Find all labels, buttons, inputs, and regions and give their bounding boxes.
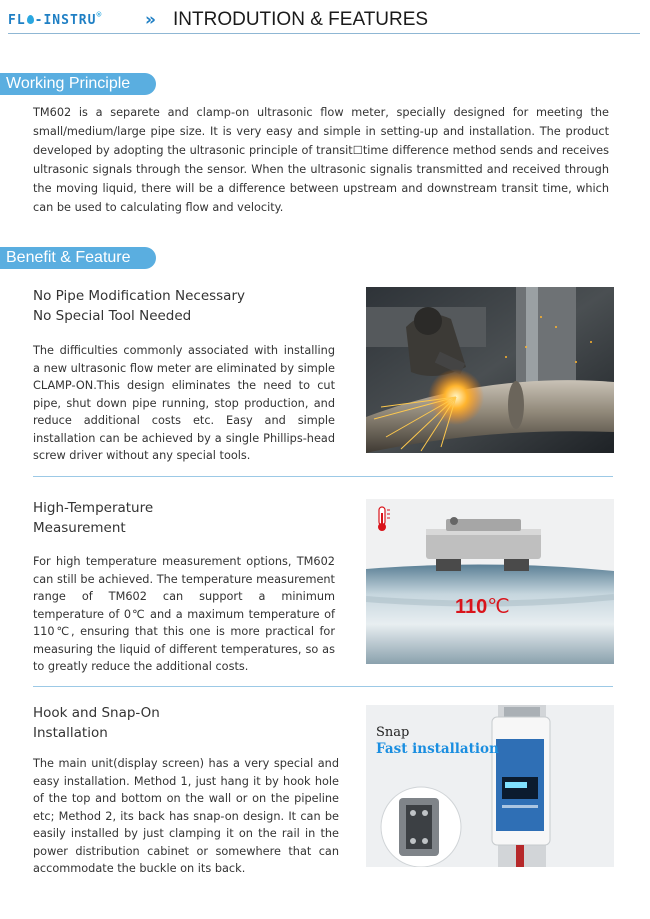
feature-title-line: No Special Tool Needed — [33, 308, 192, 324]
section-tab-benefit-feature: Benefit & Feature — [0, 247, 156, 269]
feature-text-temperature-range: For high temperature measurement options, TM602 can still be achieved. The temperature measurement range of TM602 can support a minimum temperature of 0℃ and a maximum temperature of 110℃, ensuring that this one is more practical for measuring the liquid of different temperatures, so as to greatly reduce the additional costs. — [33, 555, 335, 673]
feature-text-installation: The main unit(display screen) has a very special and easy installation. Method 1, just hang it by hook hole of the top and bottom on the wall or on the pipeline etc; Method 2, its back has snap-on design. It can be easily installed by just clamping it on the rail in the power distribution cabinet or somewhere that can accommodate the buckle on its back. — [33, 757, 339, 875]
feature-title-line: High-Temperature — [33, 500, 154, 516]
feature-divider — [33, 476, 613, 477]
welding-pipe-image — [366, 287, 614, 453]
high-temperature-image — [366, 499, 614, 664]
feature-text-clamp-on: The difficulties commonly associated with installing a new ultrasonic flow meter are eliminated by simple CLAMP-ON.This design eliminates the need to cut pipe, shut down pipe running, stop production, and reduce additional costs etc. Easy and simple installation can be achieved by a single Phillips-head screw driver without any special tools. — [33, 344, 335, 462]
logo-part1: FL — [8, 13, 26, 28]
chevron-right-icon: » — [145, 10, 152, 30]
droplet-icon — [27, 15, 34, 24]
feature-title-line: Hook and Snap-On — [33, 705, 160, 721]
working-principle-text: TM602 is a separete and clamp-on ultrasonic flow meter, specially designed for meeting the small/medium/large pipe size. It is very easy and simple in setting-up and installation. The product developed by adopting the ultrasonic principle of transit☐time difference method sends and receives ultrasonic signals through the sensor. When the ultrasonic signalis transmitted and received through the moving liquid, there will be a difference between upstream and downstream transit time, which can be used to calculating flow and velocity. — [33, 106, 609, 214]
section-tab-working-principle: Working Principle — [0, 73, 156, 95]
fast-installation-label: Fast installation — [376, 741, 499, 757]
logo-part2: -INSTRU — [34, 13, 97, 28]
feature-title-no-pipe-modification — [33, 286, 245, 326]
page-header — [8, 6, 640, 36]
logo-registered: ® — [96, 10, 103, 19]
brand-logo — [8, 10, 103, 28]
snap-label: Snap — [376, 725, 410, 740]
temperature-unit: ℃ — [487, 596, 510, 618]
feature-title-hook-snap-on — [33, 703, 160, 743]
feature-divider — [33, 686, 613, 687]
feature-title-line: No Pipe Modification Necessary — [33, 288, 245, 304]
feature-title-line: Installation — [33, 725, 108, 741]
welding-pipe-illustration — [366, 287, 614, 453]
feature-title-line: Measurement — [33, 520, 126, 536]
page-title: INTRODUTION & FEATURES — [173, 9, 429, 30]
snap-installation-image — [366, 705, 614, 867]
sensor-on-pipe-illustration — [366, 499, 614, 664]
temperature-max-label — [455, 594, 510, 619]
feature-title-high-temperature — [33, 498, 153, 538]
temperature-value: 110 — [455, 596, 488, 618]
header-divider — [8, 33, 640, 34]
